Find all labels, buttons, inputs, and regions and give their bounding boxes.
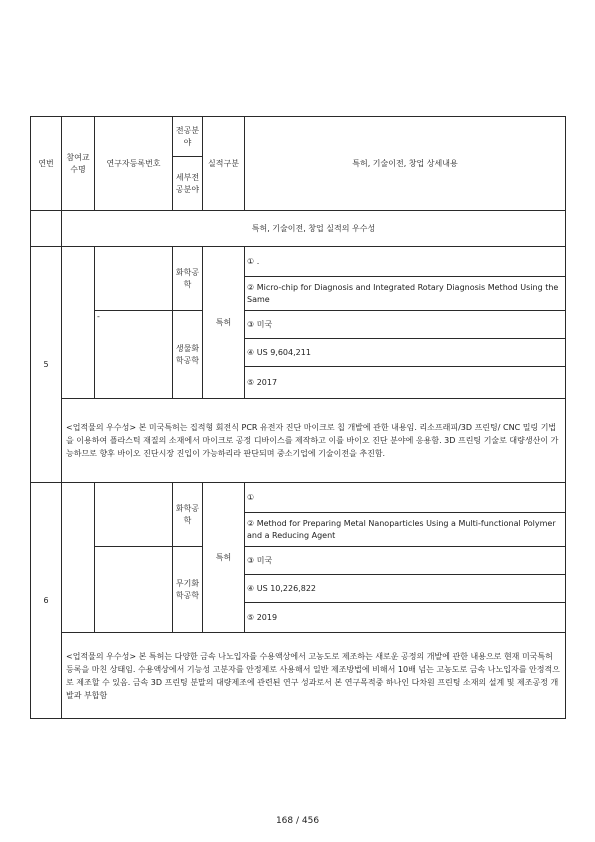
entry-6-type: 특허 bbox=[203, 483, 245, 633]
patent-table bbox=[30, 116, 566, 719]
entry-5-row bbox=[31, 399, 566, 483]
entry-5-researcher-id-top bbox=[95, 247, 173, 311]
entry-6-row bbox=[31, 633, 566, 719]
entry-6-detail-2: ② Method for Preparing Metal Nanoparticles Using a Multi-functional Polymer and a Reducing Agent bbox=[245, 513, 566, 547]
entry-6-researcher-id-bottom bbox=[95, 547, 173, 633]
entry-5-detail-2: ② Micro-chip for Diagnosis and Integrated Rotary Diagnosis Method Using the Same bbox=[245, 277, 566, 311]
entry-5-participant bbox=[62, 247, 95, 399]
header-major-field: 전공분야 bbox=[173, 117, 203, 157]
header-participant: 참여교수명 bbox=[62, 117, 95, 211]
entry-5-detail-4: ④ US 9,604,211 bbox=[245, 339, 566, 367]
header-seq: 연번 bbox=[31, 117, 62, 211]
entry-5-sub: 생물화학공학 bbox=[173, 311, 203, 399]
entry-6-row bbox=[31, 547, 566, 575]
entry-5-type: 특허 bbox=[203, 247, 245, 399]
header-row-3 bbox=[31, 211, 566, 247]
entry-6-detail-1: ① bbox=[245, 483, 566, 513]
header-seq-cont bbox=[31, 211, 62, 247]
entry-5-detail-1: ① . bbox=[245, 247, 566, 277]
entry-6-seq: 6 bbox=[31, 483, 62, 719]
entry-6-major: 화학공학 bbox=[173, 483, 203, 547]
header-excellence: 특허, 기술이전, 창업 실적의 우수성 bbox=[62, 211, 566, 247]
entry-5-seq: 5 bbox=[31, 247, 62, 483]
entry-6-sub: 무기화학공학 bbox=[173, 547, 203, 633]
entry-6-detail-4: ④ US 10,226,822 bbox=[245, 575, 566, 603]
entry-5-row bbox=[31, 311, 566, 339]
page-number: 168 / 456 bbox=[275, 816, 320, 826]
header-sub-field: 세부전공분야 bbox=[173, 157, 203, 211]
entry-5-researcher-id-bottom: - bbox=[95, 311, 173, 399]
entry-6-participant bbox=[62, 483, 95, 633]
entry-6-detail-5: ⑤ 2019 bbox=[245, 603, 566, 633]
entry-6-row bbox=[31, 483, 566, 513]
entry-6-excellence: <업적물의 우수성> 본 특허는 다양한 금속 나노입자를 수용액상에서 고농도로 제조하는 새로운 공정의 개발에 관한 내용으로 현재 미국특허 등록을 마친 상태임. 수용액상에서 기능성 고분자를 안정제로 사용해서 일반 제조방법에 비해서 10배 넘는 고농도로 금속 나노입자를 안정적으로 제조할 수 있음. 금속 3D 프린팅 분말의 대량제조에 관련된 연구 성과로서 본 연구목적중 하나인 다차원 프린팅 소재의 설계 및 제조공정 개발과 부합함 bbox=[62, 633, 566, 719]
header-result-type: 실적구분 bbox=[203, 117, 245, 211]
entry-6-detail-3: ③ 미국 bbox=[245, 547, 566, 575]
entry-5-excellence: <업적물의 우수성> 본 미국특허는 집적형 회전식 PCR 유전자 진단 마이크로 칩 개발에 관한 내용임. 리소프래피/3D 프린팅/ CNC 밀링 기법을 이용하여 플라스틱 재질의 소재에서 마이크로 공정 디바이스를 제작하고 이를 바이오 진단 분야에 응용함. 3D 프린팅 기술로 대량생산이 가능하므로 향후 바이오 진단시장 진입이 가능하리라 판단되며 중소기업에 기술이전을 추진함. bbox=[62, 399, 566, 483]
entry-5-detail-3: ③ 미국 bbox=[245, 311, 566, 339]
header-researcher-id: 연구자등록번호 bbox=[95, 117, 173, 211]
entry-5-major: 화학공학 bbox=[173, 247, 203, 311]
header-row-1 bbox=[31, 117, 566, 157]
entry-6-researcher-id-top bbox=[95, 483, 173, 547]
entry-5-detail-5: ⑤ 2017 bbox=[245, 367, 566, 399]
entry-5-row bbox=[31, 247, 566, 277]
header-details: 특허, 기술이전, 창업 상세내용 bbox=[245, 117, 566, 211]
